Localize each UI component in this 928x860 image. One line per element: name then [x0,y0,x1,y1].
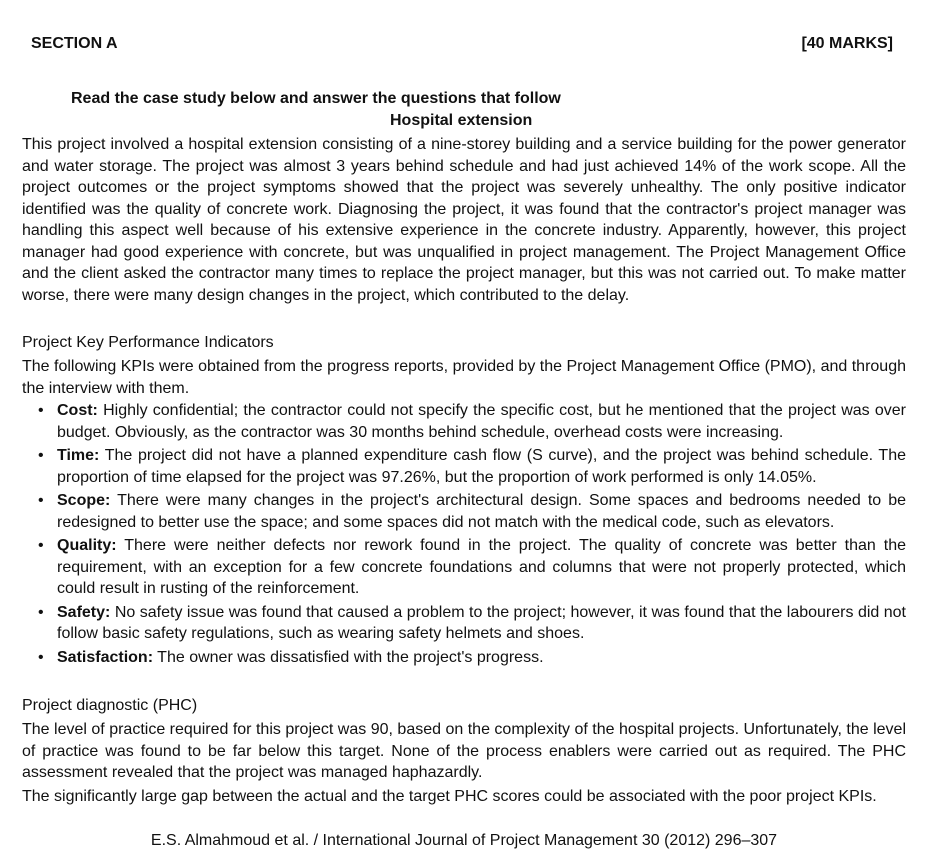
bullet-icon: • [38,402,44,419]
kpi-text: The project did not have a planned expenditure cash flow (S curve), and the project was behind schedule. The proportion of time elapsed for the project was 97.26%, but the proportion of work performed is only 14.05%. [57,447,907,486]
phc-paragraph-2: The significantly large gap between the actual and the target PHC scores could be associated with the poor project KPIs. [22,788,877,805]
kpi-text: There were neither defects nor rework found in the project. The quality of concrete was better than the requirement, with an exception for a few concrete foundations and columns that were not properly protected, which could result in rusting of the reinforcement. [57,537,907,597]
kpi-item-quality [0,535,906,600]
kpi-text: The owner was dissatisfied with the project's progress. [157,648,544,666]
citation: E.S. Almahmoud et al. / International Journal of Project Management 30 (2012) 296–307 [150,832,778,849]
phc-paragraph-1: The level of practice required for this project was 90, based on the complexity of the hospital projects. Unfortunately, the level of practice was found to be far below this target. None of the process enablers were carried out as required. The PHC assessment revealed that the project was managed haphazardly. [22,721,906,781]
phc-heading: Project diagnostic (PHC) [22,697,198,714]
kpi-text: No safety issue was found that caused a problem to the project; however, it was found that the labourers did not follow basic safety regulations, such as wearing safety helmets and shoes. [57,603,907,642]
intro-paragraph: This project involved a hospital extension consisting of a nine-storey building and a service building for the power generator and water storage. The project was almost 3 years behind schedule and had just achieved 14% of the work scope. All the project outcomes or the project symptoms showed that the project was severely unhealthy. The only positive indicator identified was the quality of concrete work. Diagnosing the project, it was found that the contractor's project manager was handling this aspect well because of his extensive experience in the concrete industry. Apparently, however, this project manager had good experience with concrete, but was unqualified in project management. The Project Management Office and the client asked the contractor many times to replace the project manager, but this was not carried out. To make matter worse, there were many design changes in the project, which contributed to the delay. [22,136,906,304]
kpi-item-scope [0,490,906,533]
bullet-icon: • [38,603,44,621]
section-label: SECTION A [31,35,118,52]
bullet-icon: • [38,537,44,554]
marks-label: [40 MARKS] [801,35,893,52]
case-title: Hospital extension [390,112,533,129]
kpi-heading: Project Key Performance Indicators [22,334,274,351]
kpi-intro: The following KPIs were obtained from the progress reports, provided by the Project Management Office (PMO), and through the interview with them. [22,358,906,397]
kpi-list [0,400,906,670]
kpi-label: Scope: [57,492,111,509]
kpi-item-cost [0,400,906,443]
kpi-label: Time: [57,447,100,464]
kpi-item-satisfaction [0,647,906,669]
bullet-icon: • [38,492,44,509]
kpi-label: Quality: [57,537,117,554]
kpi-item-safety [0,602,906,645]
kpi-text: There were many changes in the project's architectural design. Some spaces and bedrooms needed to be redesigned to better use the space; and some spaces did not match with the medical code, such as elevators. [57,492,907,531]
kpi-label: Cost: [57,402,98,419]
bullet-icon: • [38,648,44,666]
bullet-icon: • [38,447,44,464]
kpi-label: Satisfaction: [57,648,154,666]
kpi-text: Highly confidential; the contractor could not specify the specific cost, but he mentioned that the project was over budget. Obviously, as the contractor was 30 months behind schedule, overhead costs were increasing. [57,402,906,441]
kpi-item-time [0,445,906,488]
kpi-label: Safety: [57,603,111,621]
instruction: Read the case study below and answer the questions that follow [71,90,561,107]
